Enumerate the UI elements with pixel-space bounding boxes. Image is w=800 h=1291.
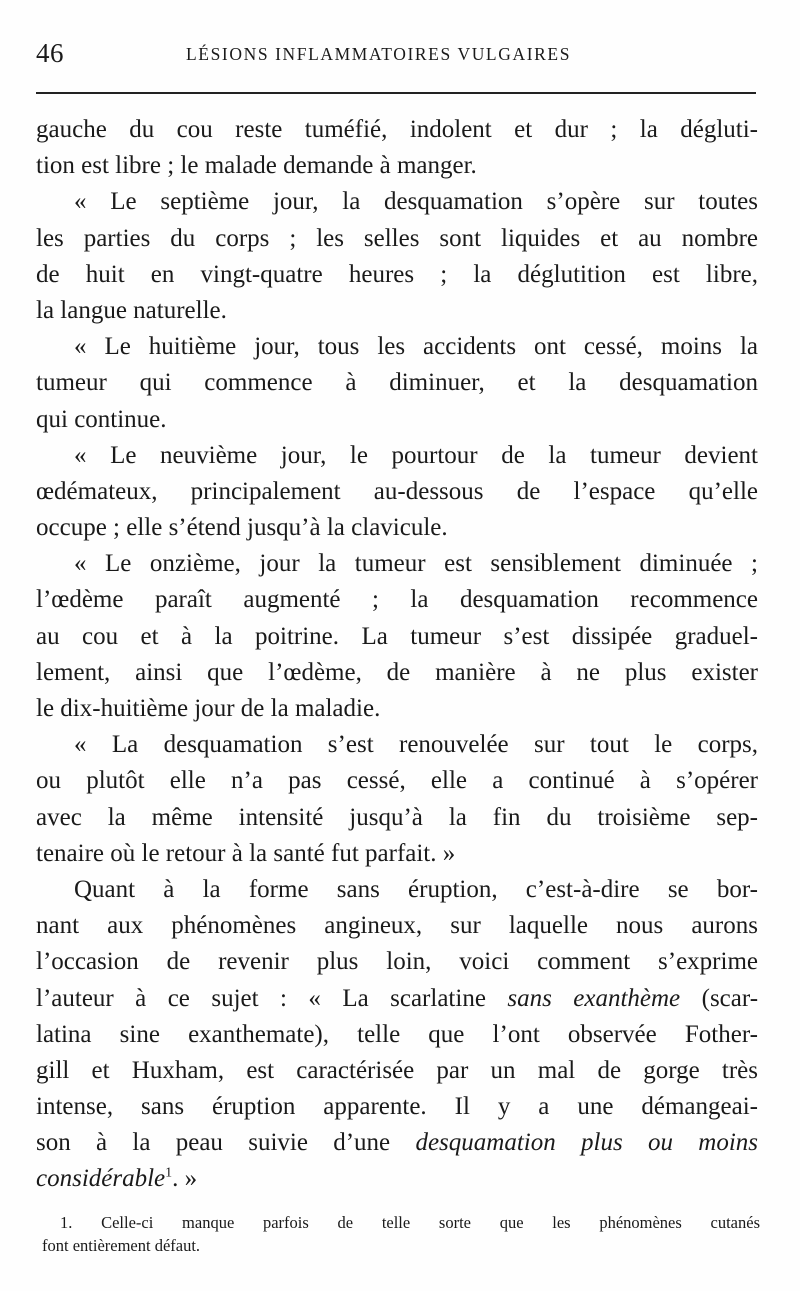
text-run: (scar-: [701, 984, 759, 1012]
text-line: ou plutôt elle n’a pas cessé, elle a continué à s’opérer: [36, 767, 758, 795]
text-line: « Le huitième jour, tous les accidents ont cessé, moins la: [74, 333, 758, 361]
header-rule: [36, 92, 756, 94]
text-line: tenaire où le retour à la santé fut parfait. »: [36, 839, 456, 867]
text-line: intense, sans éruption apparente. Il y a une démangeai-: [36, 1093, 758, 1121]
text-line: l’œdème paraît augmenté ; la desquamation recommence: [36, 586, 758, 614]
text-line: nant aux phénomènes angineux, sur laquelle nous aurons: [36, 912, 758, 940]
text-line-mixed: [36, 1161, 758, 1197]
italic-run: sans exanthème: [507, 984, 681, 1012]
text-line: les parties du corps ; les selles sont liquides et au nombre: [36, 224, 758, 252]
text-line: « Le neuvième jour, le pourtour de la tumeur devient: [74, 441, 758, 469]
italic-run: desquamation plus ou moins: [415, 1129, 758, 1157]
text-run: son à la peau suivie d’une: [36, 1129, 391, 1157]
text-line: « Le onzième, jour la tumeur est sensiblement diminuée ;: [74, 550, 758, 578]
running-head: LÉSIONS INFLAMMATOIRES VULGAIRES: [186, 44, 572, 64]
text-line: occupe ; elle s’étend jusqu’à la clavicule.: [36, 514, 448, 542]
text-line: gill et Huxham, est caractérisée par un mal de gorge très: [36, 1056, 758, 1084]
footnote-line: font entièrement défaut.: [42, 1236, 201, 1255]
text-line: latina sine exanthemate), telle que l’ont observée Fother-: [36, 1020, 758, 1048]
text-line: le dix-huitième jour de la maladie.: [36, 695, 381, 722]
text-line: « La desquamation s’est renouvelée sur tout le corps,: [74, 731, 758, 759]
text-line: au cou et à la poitrine. La tumeur s’est dissipée graduel-: [36, 622, 758, 650]
text-line: tumeur qui commence à diminuer, et la desquamation: [36, 369, 758, 397]
text-line: avec la même intensité jusqu’à la fin du troisième sep-: [36, 803, 758, 831]
text-line-mixed: [36, 981, 758, 1017]
text-line: de huit en vingt-quatre heures ; la déglutition est libre,: [36, 260, 758, 288]
footnote: [42, 1211, 760, 1257]
page-header: [36, 38, 756, 78]
text-line: l’occasion de revenir plus loin, voici comment s’exprime: [36, 948, 758, 976]
text-line: gauche du cou reste tuméfié, indolent et dur ; la dégluti-: [36, 116, 758, 143]
text-line: qui continue.: [36, 405, 167, 433]
text-line: lement, ainsi que l’œdème, de manière à ne plus exister: [36, 658, 758, 686]
text-run: . »: [172, 1165, 198, 1193]
footnote-marker: 1: [165, 1166, 173, 1182]
text-line: œdémateux, principalement au-dessous de l’espace qu’elle: [36, 477, 758, 505]
body-text: [36, 112, 758, 1198]
text-line: « Le septième jour, la desquamation s’opère sur toutes: [74, 188, 758, 216]
footnote-line: 1. Celle-ci manque parfois de telle sorte que les phénomènes cutanés: [60, 1213, 760, 1232]
italic-run: considérable: [36, 1165, 166, 1193]
text-run: l’auteur à ce sujet : « La scarlatine: [36, 984, 486, 1012]
text-line: tion est libre ; le malade demande à manger.: [36, 152, 477, 180]
text-line: Quant à la forme sans éruption, c’est-à-dire se bor-: [74, 875, 758, 903]
text-line-mixed: [36, 1125, 758, 1161]
text-line: la langue naturelle.: [36, 296, 227, 324]
page-number: 46: [36, 38, 64, 68]
